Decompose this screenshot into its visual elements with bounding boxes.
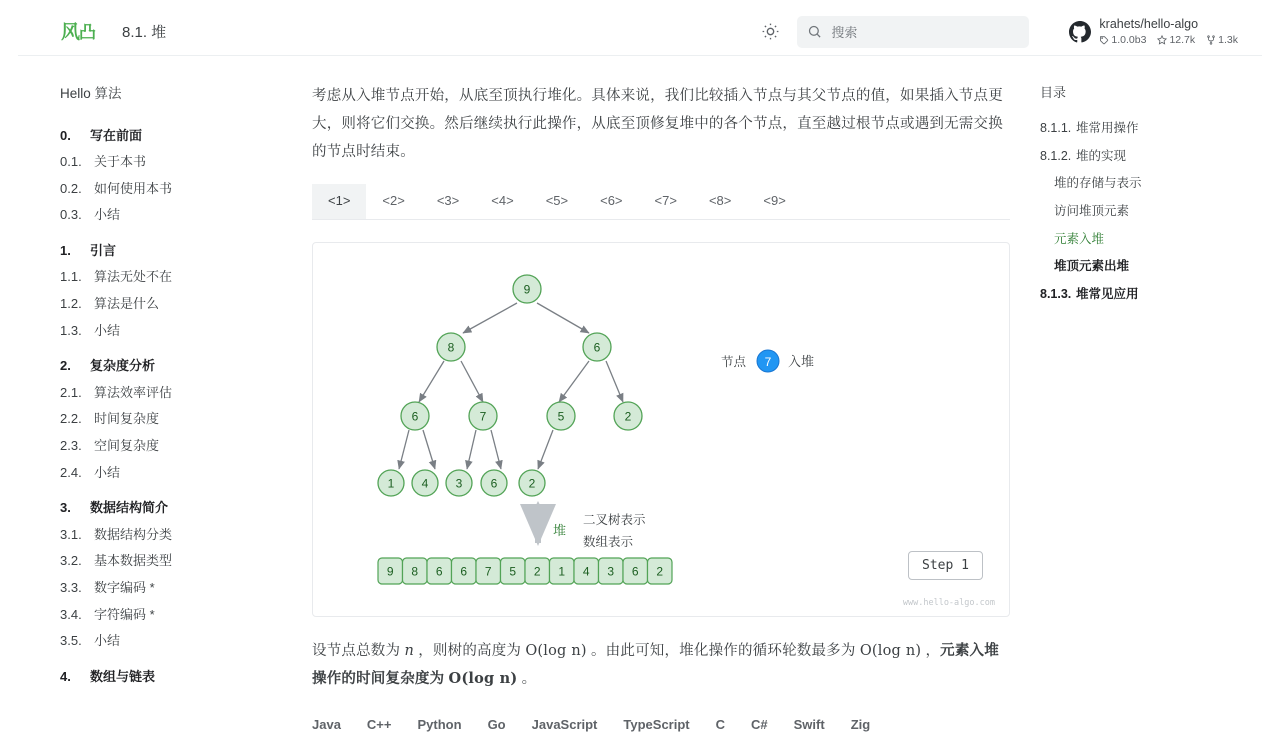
insert-label-prefix: 节点	[721, 355, 747, 369]
toc-item-3[interactable]	[1040, 198, 1242, 226]
array-cell-value-1: 8	[411, 564, 419, 579]
p2-m3: O(log n)	[859, 643, 922, 659]
array-caption: 数组表示	[583, 535, 634, 549]
sidebar-item-number: 1.1.	[60, 269, 82, 285]
sidebar-item-label: 空间复杂度	[94, 438, 160, 454]
sidebar-item-label: 复杂度分析	[90, 358, 156, 374]
tree-caption: 二叉树表示	[583, 513, 646, 527]
svg-text:凸: 凸	[79, 22, 95, 43]
step-tab-3[interactable]: <3>	[436, 193, 460, 208]
sidebar-item-label: 基本数据类型	[94, 553, 173, 569]
toc-item-6[interactable]	[1040, 281, 1242, 309]
content-area	[18, 56, 1262, 732]
p2-m2: O(log n)	[525, 643, 587, 659]
step-tab-bar	[312, 184, 1010, 220]
step-tab-6[interactable]: <6>	[600, 193, 623, 208]
array-cell-value-11: 2	[656, 564, 664, 579]
lang-tab-swift[interactable]: Swift	[793, 717, 825, 732]
sidebar-item-14[interactable]	[60, 521, 290, 548]
repo-link[interactable]	[1069, 17, 1238, 46]
sidebar-item-number: 2.1.	[60, 384, 82, 400]
lang-tab-c[interactable]: C	[715, 717, 725, 732]
sidebar-item-number: 3.	[60, 500, 71, 516]
toc-item-1[interactable]	[1040, 143, 1242, 171]
sidebar-item-number: 3.4.	[60, 606, 82, 622]
site-logo[interactable]	[60, 18, 104, 46]
insert-annotation	[721, 350, 814, 372]
toc-item-2[interactable]	[1040, 170, 1242, 198]
sidebar-item-7[interactable]	[60, 317, 290, 344]
sidebar-item-number: 4.	[60, 668, 71, 684]
sidebar-nav	[18, 56, 290, 712]
language-tab-bar	[312, 711, 1010, 732]
array-cell-value-9: 3	[607, 564, 615, 579]
step-tab-9[interactable]: <9>	[763, 193, 786, 208]
sidebar-item-number: 0.1.	[60, 154, 82, 170]
sidebar-item-9[interactable]	[60, 379, 290, 406]
sidebar-item-label: 算法是什么	[94, 296, 160, 312]
toc-item-label: 堆顶元素出堆	[1054, 259, 1130, 274]
svg-text:风: 风	[61, 20, 80, 43]
sidebar-item-1[interactable]	[60, 149, 290, 176]
sidebar-item-label: 时间复杂度	[94, 411, 160, 427]
sidebar-item-number: 3.2.	[60, 553, 82, 569]
toc-item-0[interactable]	[1040, 115, 1242, 143]
sidebar-item-label: 关于本书	[94, 154, 147, 170]
repo-stars-text: 12.7k	[1169, 34, 1196, 46]
sidebar-item-2[interactable]	[60, 175, 290, 202]
repo-stats	[1099, 34, 1238, 46]
toc-item-number: 8.1.2.	[1040, 148, 1072, 163]
array-cell-value-8: 4	[582, 564, 590, 579]
sidebar-item-label: 小结	[94, 464, 121, 480]
array-cell-value-0: 9	[386, 564, 394, 579]
p2-m1: n	[404, 643, 414, 659]
table-of-contents	[1030, 56, 1262, 712]
toc-item-4[interactable]	[1040, 226, 1242, 254]
search-placeholder: 搜索	[831, 25, 858, 40]
sidebar-item-list	[60, 122, 290, 690]
step-tab-4[interactable]: <4>	[491, 193, 514, 208]
sidebar-item-label: 如何使用本书	[94, 180, 173, 196]
lang-tab-c[interactable]: C#	[751, 717, 768, 732]
repo-forks	[1206, 34, 1238, 46]
watermark: www.hello-algo.com	[902, 598, 995, 608]
tree-node-value-2-3: 2	[624, 409, 632, 424]
repo-forks-text: 1.3k	[1218, 34, 1238, 46]
sidebar-item-number: 0.	[60, 127, 71, 143]
p2-t2: ，则树的高度为	[413, 643, 526, 659]
sidebar-item-label: 引言	[90, 242, 117, 258]
toc-item-number: 8.1.3.	[1040, 286, 1072, 301]
lang-tab-zig[interactable]: Zig	[850, 717, 871, 732]
star-icon	[1157, 35, 1167, 45]
sidebar-item-label: 算法效率评估	[94, 384, 173, 400]
sidebar-item-number: 2.4.	[60, 464, 82, 480]
sidebar-item-10[interactable]	[60, 406, 290, 433]
array-cell-value-2: 6	[435, 564, 443, 579]
toc-item-label: 堆的存储与表示	[1054, 176, 1142, 191]
sidebar-item-number: 0.2.	[60, 180, 82, 196]
p2-t3: 。由此可知，堆化操作的循环轮数最多为	[586, 643, 860, 659]
repo-version-text: 1.0.0b3	[1111, 34, 1147, 46]
lang-tab-go[interactable]: Go	[487, 717, 506, 732]
tree-node-value-3-3: 6	[490, 476, 498, 491]
sidebar-item-18[interactable]	[60, 628, 290, 655]
tree-node-value-3-4: 2	[528, 476, 536, 491]
sidebar-item-number: 2.	[60, 358, 71, 374]
sidebar-item-number: 0.3.	[60, 207, 82, 223]
search-input[interactable]	[797, 16, 1029, 48]
repo-info	[1099, 17, 1238, 46]
sidebar-item-number: 3.3.	[60, 580, 82, 595]
step-tab-7[interactable]: <7>	[654, 193, 677, 208]
sidebar-item-label: 字符编码 *	[94, 606, 155, 622]
search-icon	[807, 24, 822, 39]
lang-tab-java[interactable]: Java	[312, 717, 341, 732]
array-cell-value-10: 6	[631, 564, 639, 579]
p2-t1: 设节点总数为	[312, 643, 405, 659]
array-cell-value-5: 5	[509, 564, 517, 579]
repo-version	[1099, 34, 1146, 46]
sidebar-brand: Hello 算法	[60, 86, 122, 101]
paragraph-complexity	[312, 637, 1010, 693]
sidebar-item-11[interactable]	[60, 433, 290, 460]
sidebar-item-number: 1.	[60, 242, 71, 258]
tree-node-value-0-0: 9	[523, 282, 531, 297]
sidebar-item-16[interactable]	[60, 575, 290, 602]
page-title: 8.1. 堆	[122, 24, 167, 41]
theme-toggle-button[interactable]	[757, 19, 783, 45]
heap-diagram	[313, 243, 1009, 616]
sidebar-item-5[interactable]	[60, 264, 290, 291]
sidebar-item-0[interactable]	[60, 122, 290, 149]
array-representation	[378, 558, 672, 584]
github-icon	[1069, 21, 1091, 43]
step-tab-2[interactable]: <2>	[382, 193, 405, 208]
lang-tab-javascript[interactable]: JavaScript	[531, 717, 598, 732]
lang-tab-python[interactable]: Python	[417, 717, 462, 732]
sidebar-item-number: 2.2.	[60, 411, 82, 427]
heap-label: 堆	[553, 523, 567, 538]
toc-item-label: 元素入堆	[1054, 231, 1105, 246]
fork-icon	[1206, 35, 1216, 45]
step-tab-8[interactable]: <8>	[708, 193, 732, 208]
tree-node-value-3-2: 3	[455, 476, 463, 491]
repo-stars	[1157, 34, 1195, 46]
sidebar-item-label: 小结	[94, 207, 121, 223]
array-cell-value-3: 6	[460, 564, 468, 579]
paragraph-heapify: 考虑从入堆节点开始，从底至顶执行堆化。具体来说，我们比较插入节点与其父节点的值，如果插入节点更大，则将它们交换。然后继续执行此操作，从底至顶修复堆中的各个节点，直至越过根节点或遇到无需交换的节点时结束。	[312, 88, 1003, 160]
p2-t4: ，	[921, 643, 941, 659]
sidebar-item-17[interactable]	[60, 601, 290, 628]
insert-label-suffix: 入堆	[788, 354, 815, 369]
insert-node-value: 7	[764, 355, 772, 369]
step-tab-5[interactable]: <5>	[545, 193, 569, 208]
toc-item-number: 8.1.1.	[1040, 121, 1072, 135]
sidebar-item-number: 1.3.	[60, 322, 82, 338]
hello-logo-icon	[61, 19, 103, 45]
sidebar-item-15[interactable]	[60, 548, 290, 575]
p2-m4: O(log n)	[448, 670, 518, 687]
tree-node-value-2-0: 6	[411, 409, 419, 424]
sidebar-item-label: 小结	[94, 322, 121, 338]
main-content	[290, 56, 1030, 732]
tree-array-link	[534, 501, 646, 549]
array-cell-value-6: 2	[533, 564, 541, 579]
tree-node-value-3-1: 4	[421, 476, 429, 491]
sidebar-item-number: 2.3.	[60, 438, 82, 454]
sidebar-item-6[interactable]	[60, 291, 290, 318]
array-cell-value-7: 1	[558, 564, 566, 579]
brightness-icon	[761, 22, 780, 41]
sidebar-item-3[interactable]	[60, 202, 290, 229]
toc-item-label: 访问堆顶元素	[1054, 203, 1130, 218]
sidebar-item-8[interactable]	[60, 353, 290, 380]
sidebar-item-number: 3.5.	[60, 633, 82, 649]
array-cell-value-4: 7	[484, 564, 492, 579]
sidebar-item-label: 写在前面	[90, 127, 143, 143]
tag-icon	[1099, 35, 1109, 45]
toc-item-list	[1040, 115, 1242, 308]
top-bar	[18, 8, 1262, 56]
tree-node-value-2-2: 5	[557, 409, 565, 424]
p2-t5: 。	[517, 671, 537, 687]
sidebar-item-label: 算法无处不在	[94, 269, 173, 285]
sidebar-item-19[interactable]	[60, 663, 290, 690]
sidebar-item-number: 3.1.	[60, 526, 82, 542]
tree-node-value-1-0: 8	[447, 340, 455, 355]
repo-name: krahets/hello-algo	[1099, 17, 1199, 31]
sidebar-item-label: 小结	[94, 633, 121, 649]
sidebar-item-label: 数字编码 *	[94, 580, 155, 595]
step-tab-1[interactable]: <1>	[312, 184, 366, 219]
tree-node-value-2-1: 7	[479, 409, 487, 424]
lang-tab-c[interactable]: C++	[366, 717, 392, 732]
toc-item-label: 堆的实现	[1076, 148, 1127, 163]
lang-tab-typescript[interactable]: TypeScript	[623, 717, 690, 732]
sidebar-item-4[interactable]	[60, 237, 290, 264]
p2-bold: 元素入堆操作的时间复杂度为	[312, 643, 999, 687]
toc-title: 目录	[1040, 85, 1067, 100]
figure-heap-push	[312, 242, 1010, 617]
toc-item-5[interactable]	[1040, 253, 1242, 281]
step-badge: Step 1	[908, 551, 983, 580]
sidebar-item-number: 1.2.	[60, 296, 82, 312]
toc-item-label: 堆常用操作	[1076, 121, 1139, 135]
sidebar-item-12[interactable]	[60, 459, 290, 486]
sidebar-item-label: 数组与链表	[90, 668, 156, 684]
tree-node-value-3-0: 1	[387, 476, 395, 491]
sidebar-item-label: 数据结构简介	[90, 500, 169, 516]
tree-node-value-1-1: 6	[593, 340, 601, 355]
sidebar-item-13[interactable]	[60, 495, 290, 522]
sidebar-item-label: 数据结构分类	[94, 526, 173, 542]
toc-item-label: 堆常见应用	[1076, 286, 1139, 301]
